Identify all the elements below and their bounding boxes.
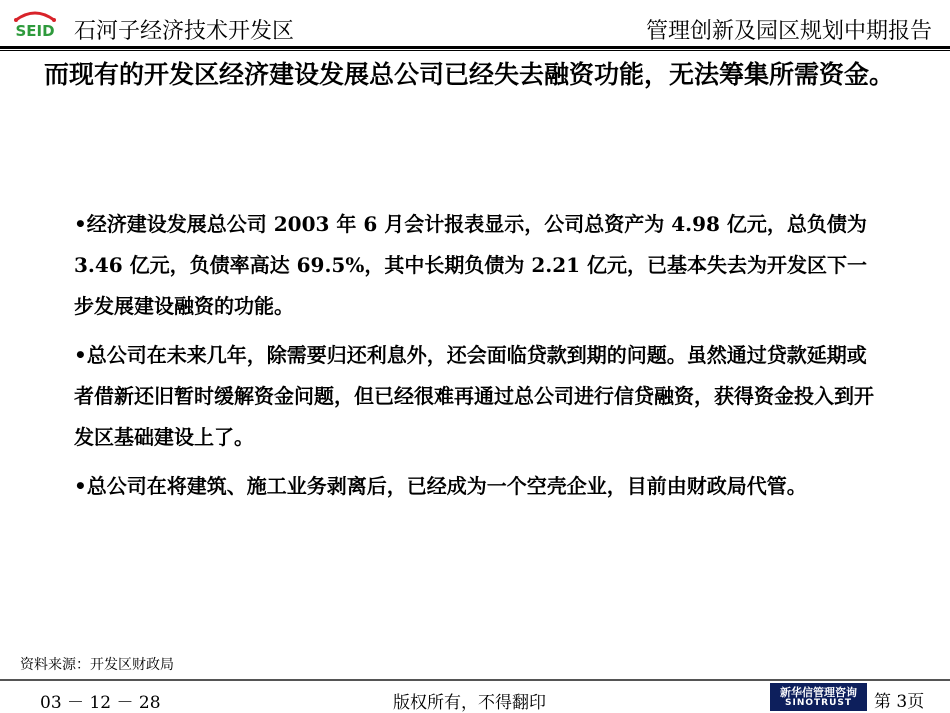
logo-text: SEID (15, 22, 55, 40)
copyright-notice: 版权所有，不得翻印 (393, 693, 546, 713)
lead-statement: 而现有的开发区经济建设发展总公司已经失去融资功能，无法筹集所需资金。 (44, 60, 895, 89)
bullet-text: 经济建设发展总公司 2003 年 6 月会计报表显示，公司总资产为 4.98 亿元，总负债为 3.46 亿元，负债率高达 69.5%，其中长期负债为 2.21 亿元，已基本失去为开发区下一步发展建设融资的功能。 (74, 212, 867, 318)
bullet-marker: • (74, 343, 87, 367)
footer-rule (0, 679, 950, 681)
brand-cn: 新华信管理咨询 (780, 686, 857, 699)
seid-logo (6, 8, 64, 40)
brand-en: SINOTRUST (784, 698, 852, 708)
slide-header (0, 0, 950, 50)
bullet-item (74, 204, 884, 327)
bullet-item (74, 466, 884, 507)
page-number: 第 3页 (874, 692, 925, 712)
header-rule (0, 46, 950, 49)
bullet-item (74, 335, 884, 458)
bullet-list (74, 204, 884, 515)
org-name: 石河子经济技术开发区 (74, 19, 295, 44)
bullet-text: 总公司在未来几年，除需要归还利息外，还会面临贷款到期的问题。虽然通过贷款延期或者借新还旧暂时缓解资金问题，但已经很难再通过总公司进行信贷融资，获得资金投入到开发区基础建设上了。 (74, 343, 874, 449)
bullet-marker: • (74, 474, 87, 498)
bullet-marker: • (74, 212, 87, 236)
bullet-text: 总公司在将建筑、施工业务剥离后，已经成为一个空壳企业，目前由财政局代管。 (86, 474, 807, 498)
source-note: 资料来源：开发区财政局 (20, 657, 174, 673)
report-title: 管理创新及园区规划中期报告 (645, 19, 932, 44)
sinotrust-logo (770, 683, 867, 711)
header-rule-thin (0, 50, 950, 51)
footer-date: 03 － 12 － 28 (40, 693, 161, 713)
